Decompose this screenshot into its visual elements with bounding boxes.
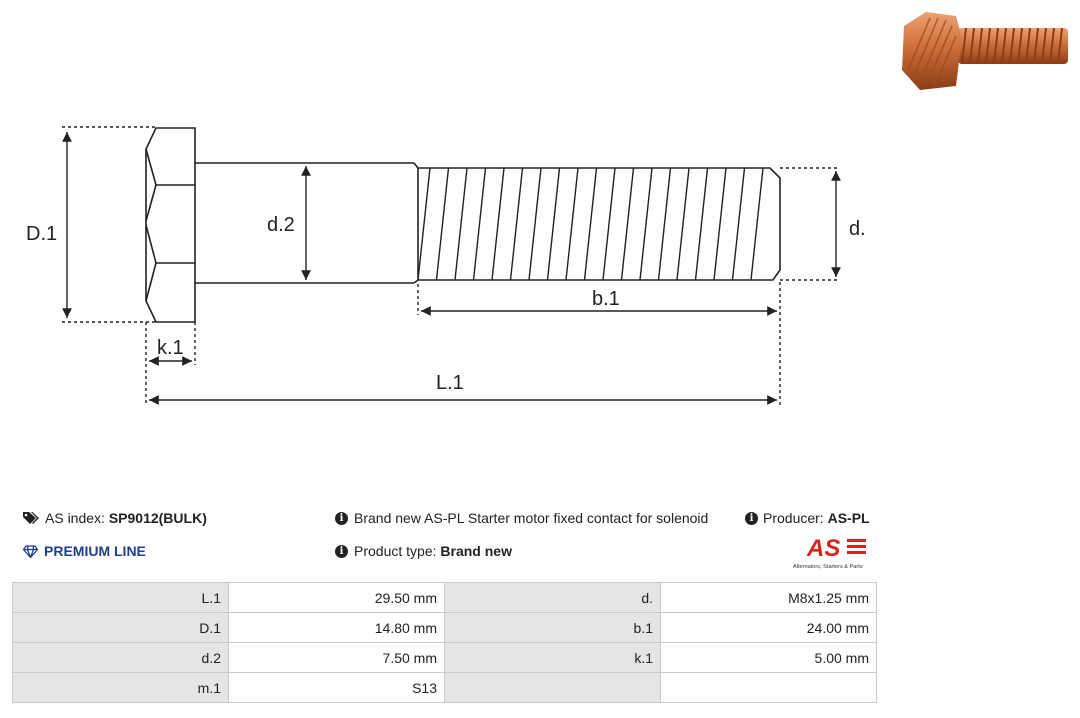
thread-line <box>548 168 560 280</box>
spec-value: 24.00 mm <box>661 613 877 643</box>
tags-icon <box>23 511 39 525</box>
label-d: d. <box>849 218 866 240</box>
spec-label: d.2 <box>13 643 229 673</box>
thread-line <box>474 168 486 280</box>
gem-icon <box>23 545 38 558</box>
thread-line <box>733 168 745 280</box>
spec-label: k.1 <box>445 643 661 673</box>
thread-line <box>714 168 726 280</box>
table-row <box>13 613 877 643</box>
label-d2: d.2 <box>267 214 295 236</box>
as-index-label: AS index: <box>45 510 105 526</box>
spec-value: S13 <box>229 673 445 703</box>
premium-line-link[interactable] <box>23 543 146 559</box>
spec-label: L.1 <box>13 583 229 613</box>
label-b1: b.1 <box>592 288 620 310</box>
label-L1: L.1 <box>436 372 464 394</box>
technical-drawing <box>0 100 900 420</box>
product-type-label: Product type: <box>354 543 437 559</box>
bolt-head <box>146 128 195 322</box>
info-icon: i <box>335 512 348 525</box>
spec-value: M8x1.25 mm <box>661 583 877 613</box>
thread-line <box>566 168 578 280</box>
description-text: Brand new AS-PL Starter motor fixed contact for solenoid <box>354 510 709 526</box>
spec-label: m.1 <box>13 673 229 703</box>
thread-line <box>437 168 449 280</box>
spec-value: 29.50 mm <box>229 583 445 613</box>
table-row <box>13 583 877 613</box>
thread-line <box>659 168 671 280</box>
producer-line <box>745 510 870 526</box>
spec-label: b.1 <box>445 613 661 643</box>
info-icon: i <box>745 512 758 525</box>
info-icon: i <box>335 545 348 558</box>
label-D1: D.1 <box>26 223 58 245</box>
description-line <box>335 510 708 526</box>
as-index-value: SP9012(BULK) <box>108 510 207 526</box>
spec-label: d. <box>445 583 661 613</box>
thread-line <box>751 168 763 280</box>
thread-line <box>455 168 467 280</box>
table-row <box>13 673 877 703</box>
as-pl-logo <box>793 535 877 571</box>
thread-line <box>603 168 615 280</box>
thread-line <box>585 168 597 280</box>
thread-line <box>492 168 504 280</box>
spec-value: 7.50 mm <box>229 643 445 673</box>
thread-line <box>529 168 541 280</box>
label-k1: k.1 <box>157 337 184 359</box>
table-row <box>13 643 877 673</box>
product-photo <box>896 8 1072 92</box>
thread-line <box>696 168 708 280</box>
spec-value: 5.00 mm <box>661 643 877 673</box>
specs-table <box>12 582 877 703</box>
thread-line <box>418 168 430 280</box>
spec-value <box>661 673 877 703</box>
thread-line <box>511 168 523 280</box>
thread-line <box>677 168 689 280</box>
svg-text:Alternators, Starters & Parts: Alternators, Starters & Parts <box>793 564 863 570</box>
spec-label <box>445 673 661 703</box>
product-type-value: Brand new <box>440 543 512 559</box>
producer-label: Producer: <box>763 510 824 526</box>
producer-value: AS-PL <box>827 510 870 526</box>
svg-text:AS: AS <box>807 535 841 562</box>
spec-value: 14.80 mm <box>229 613 445 643</box>
thread-line <box>622 168 634 280</box>
premium-line-label: PREMIUM LINE <box>44 543 146 559</box>
product-type-line <box>335 543 512 559</box>
as-index <box>23 510 207 526</box>
spec-label: D.1 <box>13 613 229 643</box>
thread-line <box>640 168 652 280</box>
